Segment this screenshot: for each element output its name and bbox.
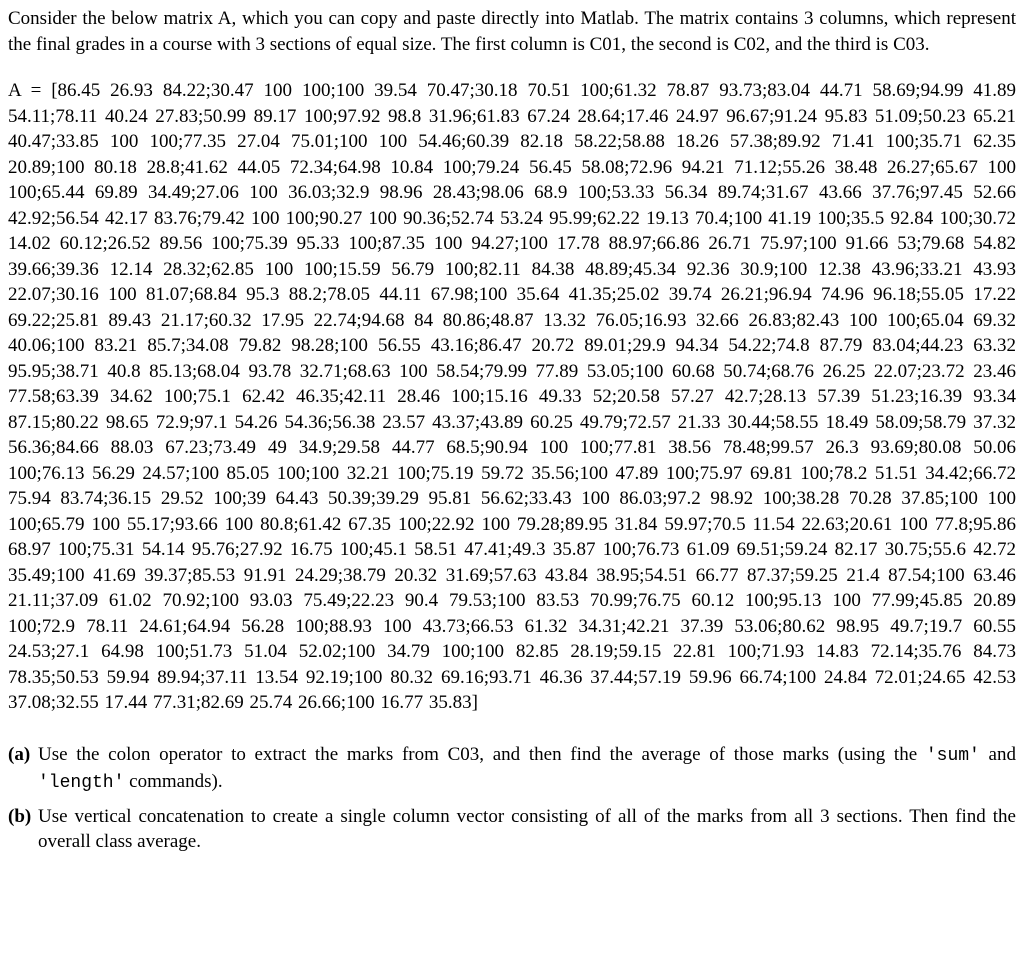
intro-paragraph: Consider the below matrix A, which you can copy and paste directly into Matlab. The matrix contains 3 columns, which represent the final grades in a course with 3 sections of equal size. The first column is C01, the second is C02, and the third is C03. [8, 8, 1016, 55]
question-a-text-after: commands). [124, 770, 223, 792]
question-a-text-before: Use the colon operator to extract the marks from C03, and then find the average of those marks (using the [38, 743, 926, 765]
question-a-label: (a) [8, 743, 31, 765]
matrix-definition: A = [86.45 26.93 84.22;30.47 100 100;100 39.54 70.47;30.18 70.51 100;61.32 78.87 93.73;83.04 44.71 58.69;94.99 41.89 54.11;78.11 40.24 27.83;50.99 89.17 100;97.92 98.8 31.96;61.83 67.24 28.64;17.46 24.97 96.67;91.24 95.83 51.09;50.23 65.21 40.47;33.85 100 100;77.35 27.04 75.01;100 100 54.46;60.39 82.18 58.22;58.88 18.26 57.38;89.92 71.41 100;35.71 62.35 20.89;100 80.18 28.8;41.62 44.05 72.34;64.98 10.84 100;79.24 56.45 58.08;72.96 94.21 71.12;55.26 38.48 26.27;65.67 100 100;65.44 69.89 34.49;27.06 100 36.03;32.9 98.96 28.43;98.06 68.9 100;53.33 56.34 89.74;31.67 43.66 37.76;97.45 52.66 42.92;56.54 42.17 83.76;79.42 100 100;90.27 100 90.36;52.74 53.24 95.99;62.22 19.13 70.4;100 41.19 100;35.5 92.84 100;30.72 14.02 60.12;26.52 89.56 100;75.39 95.33 100;87.35 100 94.27;100 17.78 88.97;66.86 26.71 75.97;100 91.66 53;79.68 54.82 39.66;39.36 12.14 28.32;62.85 100 100;15.59 56.79 100;82.11 84.38 48.89;45.34 92.36 30.9;100 12.38 43.96;33.21 43.93 22.07;30.16 100 81.07;68.84 95.3 88.2;78.05 44.11 67.98;100 35.64 41.35;25.02 39.74 26.21;96.94 74.96 96.18;55.05 17.22 69.22;25.81 89.43 21.17;60.32 17.95 22.74;94.68 84 80.86;48.87 13.32 76.05;16.93 32.66 26.83;82.43 100 100;65.04 69.32 40.06;100 83.21 85.7;34.08 79.82 98.28;100 56.55 43.16;86.47 20.72 89.01;29.9 94.34 54.22;74.8 87.79 83.04;44.23 63.32 95.95;38.71 40.8 85.13;68.04 93.78 32.71;68.63 100 58.54;79.99 77.89 53.05;100 60.68 50.74;68.76 26.25 22.07;23.72 23.46 77.58;63.39 34.62 100;75.1 62.42 46.35;42.11 28.46 100;15.16 49.33 52;20.58 57.27 42.7;28.13 57.39 51.23;16.39 93.34 87.15;80.22 98.65 72.9;97.1 54.26 54.36;56.38 23.57 43.37;43.89 60.25 49.79;72.57 21.33 30.44;58.55 18.49 58.09;58.79 37.32 56.36;84.66 88.03 67.23;73.49 49 34.9;29.58 44.77 68.5;90.94 100 100;77.81 38.56 78.48;99.57 26.3 93.69;80.08 50.06 100;76.13 56.29 24.57;100 85.05 100;100 32.21 100;75.19 59.72 35.56;100 47.89 100;75.97 69.81 100;78.2 51.51 34.42;66.72 75.94 83.74;36.15 29.52 100;39 64.43 50.39;39.29 95.81 56.62;33.43 100 86.03;97.2 98.92 100;38.28 70.28 37.85;100 100 100;65.79 100 55.17;93.66 100 80.8;61.42 67.35 100;22.92 100 79.28;89.95 31.84 59.97;70.5 11.54 22.63;20.61 100 77.8;95.86 68.97 100;75.31 54.14 95.76;27.92 16.75 100;45.1 58.51 47.41;49.3 35.87 100;76.73 61.09 69.51;59.24 82.17 30.75;55.6 42.72 35.49;100 41.69 39.37;85.53 91.91 24.29;38.79 20.32 31.69;57.63 43.84 38.95;54.51 66.77 87.37;59.25 21.4 87.54;100 63.46 21.11;37.09 61.02 70.92;100 93.03 75.49;22.23 90.4 79.53;100 83.53 70.99;76.75 60.12 100;95.13 100 77.99;45.85 20.89 100;72.9 78.11 24.61;64.94 56.28 100;88.93 100 43.73;66.53 61.32 34.31;42.21 37.39 53.06;80.62 98.95 49.7;19.7 60.55 24.53;27.1 64.98 100;51.73 51.04 52.02;100 34.79 100;100 82.85 28.19;59.15 22.81 100;71.93 14.83 72.14;35.76 84.73 78.35;50.53 59.94 89.94;37.11 13.54 92.19;100 80.32 69.16;93.71 46.36 37.44;57.19 59.96 66.74;100 24.84 72.01;24.65 42.53 37.08;32.55 17.44 77.31;82.69 25.74 26.66;100 16.77 35.83] [8, 80, 1016, 713]
question-a [8, 742, 1016, 796]
code-sum: 'sum' [925, 745, 980, 766]
question-a-text-mid: and [979, 743, 1016, 765]
question-list [8, 742, 1016, 854]
question-a-text [38, 742, 1016, 796]
question-b-label: (b) [8, 805, 32, 827]
question-b-text: Use vertical concatenation to create a single column vector consisting of all of the marks from all 3 sections. Then find the overall class average. [38, 805, 1016, 852]
code-length: 'length' [38, 772, 125, 793]
question-b [8, 804, 1016, 854]
